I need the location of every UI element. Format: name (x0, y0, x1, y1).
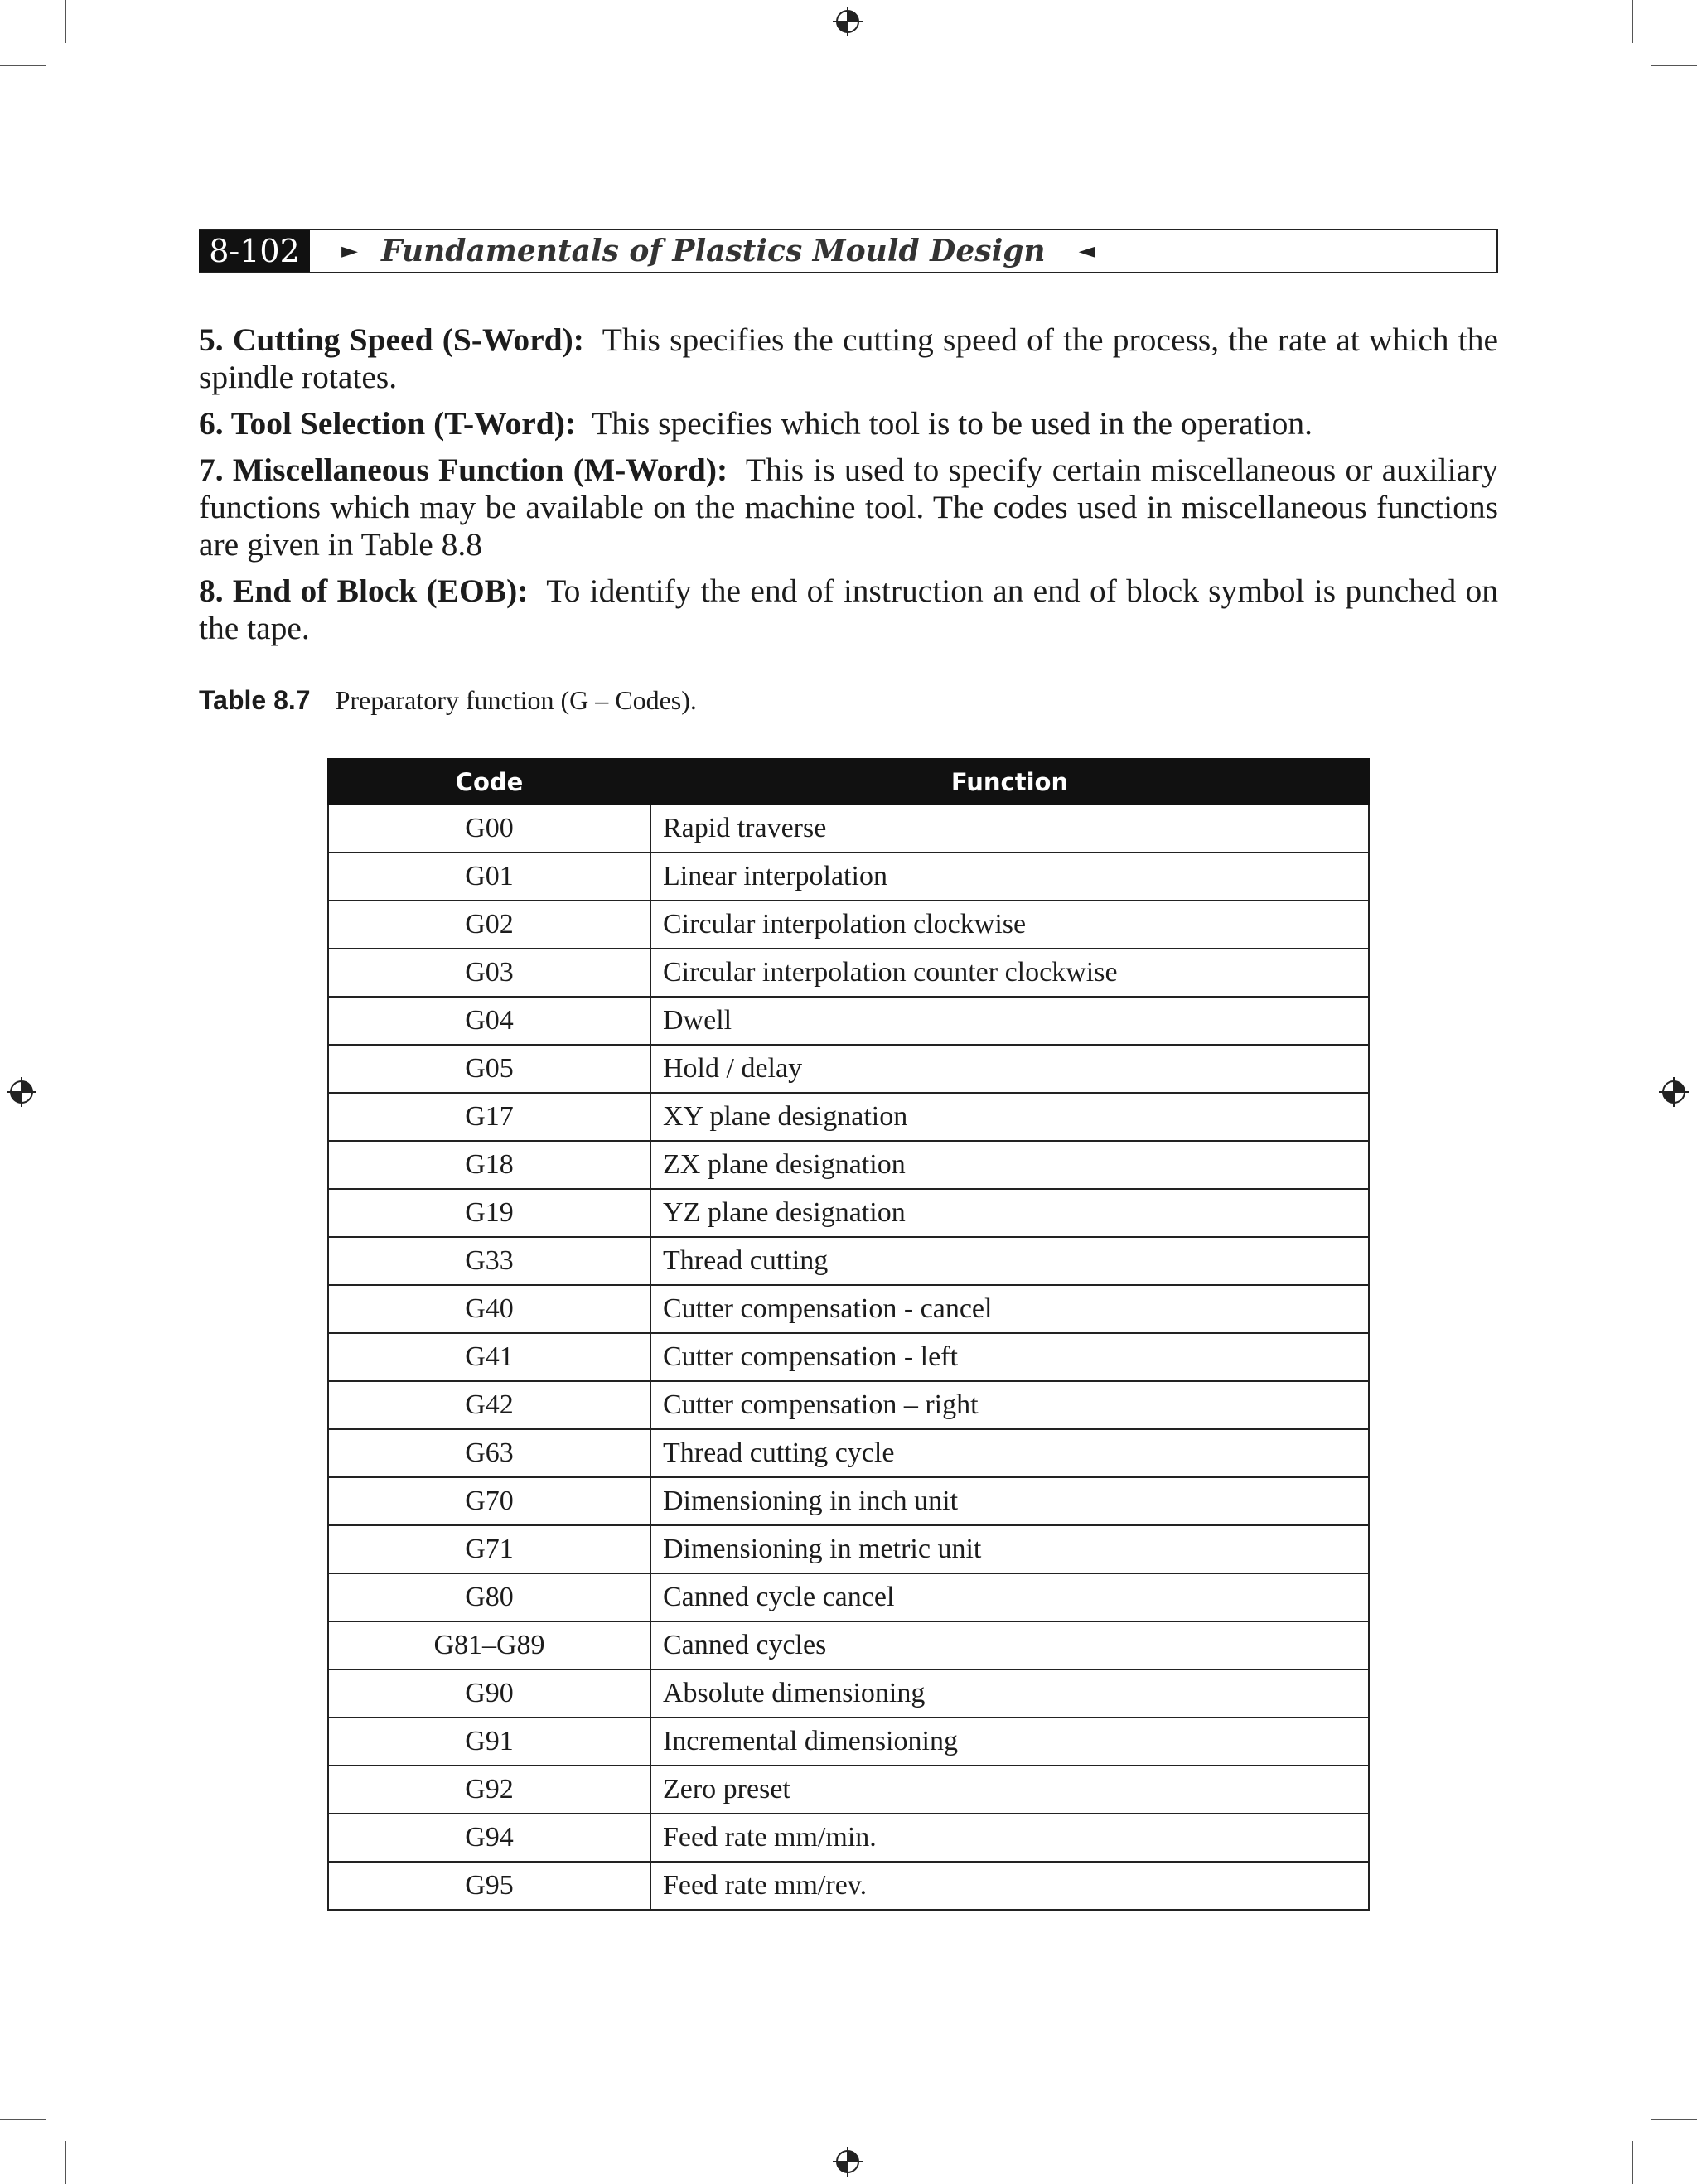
code-cell: G90 (328, 1669, 650, 1718)
code-cell: G95 (328, 1862, 650, 1910)
paragraph-label: 8. End of Block (EOB): (199, 573, 529, 609)
function-cell: Cutter compensation - left (650, 1333, 1369, 1381)
code-cell: G19 (328, 1189, 650, 1237)
running-header (199, 229, 1498, 273)
table-row (328, 1573, 1369, 1621)
table-row (328, 1429, 1369, 1477)
book-title: Fundamentals of Plastics Mould Design (381, 234, 1046, 268)
code-cell: G81–G89 (328, 1621, 650, 1669)
crop-mark (1651, 2119, 1697, 2120)
crop-mark (1632, 2141, 1633, 2184)
table-row (328, 1189, 1369, 1237)
function-cell: YZ plane designation (650, 1189, 1369, 1237)
paragraph-miscellaneous-function (199, 452, 1498, 563)
function-cell: Cutter compensation - cancel (650, 1285, 1369, 1333)
function-cell: XY plane designation (650, 1093, 1369, 1141)
table-row (328, 949, 1369, 997)
crop-mark (1651, 65, 1697, 66)
gcode-table (327, 758, 1370, 1911)
function-cell: Cutter compensation – right (650, 1381, 1369, 1429)
function-cell: Absolute dimensioning (650, 1669, 1369, 1718)
paragraph-text: This specifies which tool is to be used in the operation. (592, 405, 1313, 442)
right-arrow-icon: ► (341, 239, 358, 263)
body-text (199, 321, 1498, 656)
table-row (328, 997, 1369, 1045)
crop-mark (0, 65, 46, 66)
table-row (328, 1862, 1369, 1910)
code-cell: G91 (328, 1718, 650, 1766)
code-cell: G94 (328, 1814, 650, 1862)
column-header-code: Code (328, 759, 650, 805)
function-cell: Incremental dimensioning (650, 1718, 1369, 1766)
table-row (328, 1477, 1369, 1525)
registration-mark-icon (1659, 1077, 1689, 1107)
table-row (328, 901, 1369, 949)
code-cell: G92 (328, 1766, 650, 1814)
function-cell: ZX plane designation (650, 1141, 1369, 1189)
code-cell: G04 (328, 997, 650, 1045)
table-row (328, 1285, 1369, 1333)
table-row (328, 1093, 1369, 1141)
paragraph-label: 5. Cutting Speed (S-Word): (199, 321, 584, 358)
table-row (328, 805, 1369, 853)
page-number: 8-102 (199, 230, 310, 272)
code-cell: G33 (328, 1237, 650, 1285)
function-cell: Canned cycles (650, 1621, 1369, 1669)
code-cell: G40 (328, 1285, 650, 1333)
function-cell: Feed rate mm/min. (650, 1814, 1369, 1862)
function-cell: Canned cycle cancel (650, 1573, 1369, 1621)
left-arrow-icon: ◄ (1078, 239, 1095, 263)
code-cell: G71 (328, 1525, 650, 1573)
function-cell: Zero preset (650, 1766, 1369, 1814)
table-row (328, 1621, 1369, 1669)
table-header-row (328, 759, 1369, 805)
paragraph-text: This is used to specify certain miscellaneous or auxiliary functions which may be available on the machine tool. The codes used in miscellaneous functions are given in Table 8.8 (199, 452, 1498, 563)
paragraph-text: This specifies the cutting speed of the process, the rate at which the spindle rotates. (199, 321, 1498, 395)
paragraph-label: 6. Tool Selection (T-Word): (199, 405, 577, 442)
table-body (328, 805, 1369, 1910)
table-row (328, 1766, 1369, 1814)
code-cell: G00 (328, 805, 650, 853)
code-cell: G70 (328, 1477, 650, 1525)
function-cell: Dwell (650, 997, 1369, 1045)
paragraph-end-of-block (199, 573, 1498, 647)
code-cell: G03 (328, 949, 650, 997)
function-cell: Feed rate mm/rev. (650, 1862, 1369, 1910)
function-cell: Circular interpolation clockwise (650, 901, 1369, 949)
code-cell: G63 (328, 1429, 650, 1477)
function-cell: Rapid traverse (650, 805, 1369, 853)
table-row (328, 853, 1369, 901)
function-cell: Thread cutting cycle (650, 1429, 1369, 1477)
code-cell: G17 (328, 1093, 650, 1141)
paragraph-tool-selection (199, 405, 1498, 442)
table-row (328, 1237, 1369, 1285)
table-caption-label: Table 8.7 (199, 685, 311, 715)
registration-mark-icon (833, 7, 863, 36)
function-cell: Thread cutting (650, 1237, 1369, 1285)
column-header-function: Function (650, 759, 1369, 805)
function-cell: Dimensioning in metric unit (650, 1525, 1369, 1573)
code-cell: G41 (328, 1333, 650, 1381)
registration-mark-icon (7, 1077, 36, 1107)
code-cell: G01 (328, 853, 650, 901)
code-cell: G42 (328, 1381, 650, 1429)
crop-mark (65, 2141, 66, 2184)
table-row (328, 1718, 1369, 1766)
code-cell: G18 (328, 1141, 650, 1189)
table-row (328, 1045, 1369, 1093)
crop-mark (65, 0, 66, 43)
function-cell: Linear interpolation (650, 853, 1369, 901)
table-row (328, 1333, 1369, 1381)
table-caption (199, 684, 697, 716)
table-row (328, 1141, 1369, 1189)
crop-mark (0, 2119, 46, 2120)
table-row (328, 1525, 1369, 1573)
function-cell: Dimensioning in inch unit (650, 1477, 1369, 1525)
paragraph-label: 7. Miscellaneous Function (M-Word): (199, 452, 728, 488)
function-cell: Circular interpolation counter clockwise (650, 949, 1369, 997)
code-cell: G80 (328, 1573, 650, 1621)
function-cell: Hold / delay (650, 1045, 1369, 1093)
paragraph-text: To identify the end of instruction an end of block symbol is punched on the tape. (199, 573, 1498, 646)
crop-mark (1632, 0, 1633, 43)
table-row (328, 1814, 1369, 1862)
code-cell: G02 (328, 901, 650, 949)
registration-mark-icon (833, 2147, 863, 2177)
code-cell: G05 (328, 1045, 650, 1093)
paragraph-cutting-speed (199, 321, 1498, 396)
table-row (328, 1381, 1369, 1429)
table-row (328, 1669, 1369, 1718)
table-caption-text: Preparatory function (G – Codes). (335, 685, 697, 715)
